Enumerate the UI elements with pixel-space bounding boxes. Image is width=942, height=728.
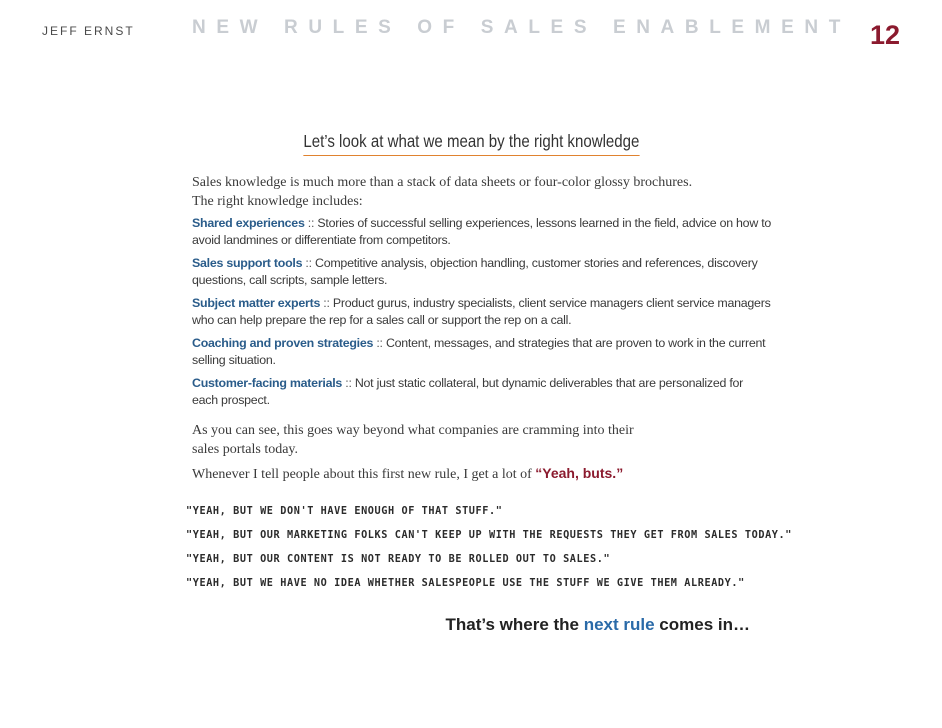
list-item (192, 375, 772, 408)
page-number: 12 (869, 20, 900, 50)
portal-paragraph (192, 421, 712, 459)
item-text: Stories of successful selling experiences, lessons learned in the field, advice on how to avoid landmines or differentiate from competitors. (192, 216, 772, 247)
closing-after: comes in… (654, 615, 750, 634)
item-separator: :: (302, 256, 316, 270)
item-separator: :: (373, 336, 386, 350)
list-item (192, 295, 772, 328)
item-text: Content, messages, and strategies that are proven to work in the current selling situation. (192, 336, 766, 367)
item-term: Sales support tools (192, 256, 303, 270)
yeah-buts-paragraph (192, 464, 792, 484)
item-text: Not just static collateral, but dynamic deliverables that are personalized for each prospect. (192, 376, 744, 407)
quote-line: "YEAH, BUT WE DON'T HAVE ENOUGH OF THAT STUFF." (186, 506, 503, 517)
intro-line-1: Sales knowledge is much more than a stack of data sheets or four-color glossy brochures. (192, 175, 693, 190)
quote-line: "YEAH, BUT WE HAVE NO IDEA WHETHER SALESPEOPLE USE THE STUFF WE GIVE THEM ALREADY." (186, 578, 745, 589)
item-term: Coaching and proven strategies (192, 336, 374, 350)
item-text: Product gurus, industry specialists, client service managers client service managers who can help prepare the rep for a sales call or support the rep on a call. (192, 296, 771, 327)
quote-line: "YEAH, BUT OUR MARKETING FOLKS CAN'T KEEP UP WITH THE REQUESTS THEY GET FROM SALES TODAY." (186, 530, 793, 541)
yeah-buts-text: Whenever I tell people about this first new rule, I get a lot of (192, 467, 536, 482)
portal-line-1: As you can see, this goes way beyond what companies are cramming into their (192, 423, 634, 438)
quotes-list (186, 504, 806, 600)
item-separator: :: (304, 216, 318, 230)
list-item (192, 255, 772, 288)
closing-before: That’s where the (445, 615, 584, 634)
intro-line-2: The right knowledge includes: (192, 194, 363, 209)
item-term: Shared experiences (192, 216, 305, 230)
closing-line (445, 615, 750, 635)
list-item (192, 215, 772, 248)
item-term: Subject matter experts (192, 296, 321, 310)
portal-line-2: sales portals today. (192, 442, 299, 457)
section-heading-container (0, 131, 942, 156)
closing-accent: next rule (583, 615, 655, 634)
item-separator: :: (320, 296, 333, 310)
section-heading: Let’s look at what we mean by the right knowledge (303, 131, 639, 156)
list-item (192, 335, 772, 368)
series-title: NEW RULES OF SALES ENABLEMENT (192, 17, 851, 38)
quote-line: "YEAH, BUT OUR CONTENT IS NOT READY TO BE ROLLED OUT TO SALES." (186, 554, 611, 565)
knowledge-list (192, 215, 772, 415)
item-term: Customer-facing materials (192, 376, 343, 390)
item-separator: :: (342, 376, 355, 390)
intro-paragraph (192, 173, 752, 211)
item-text: Competitive analysis, objection handling, customer stories and references, discovery questions, call scripts, sample letters. (192, 256, 758, 287)
yeah-buts-emphasis: “Yeah, buts.” (535, 465, 624, 481)
author-name: JEFF ERNST (42, 24, 135, 38)
